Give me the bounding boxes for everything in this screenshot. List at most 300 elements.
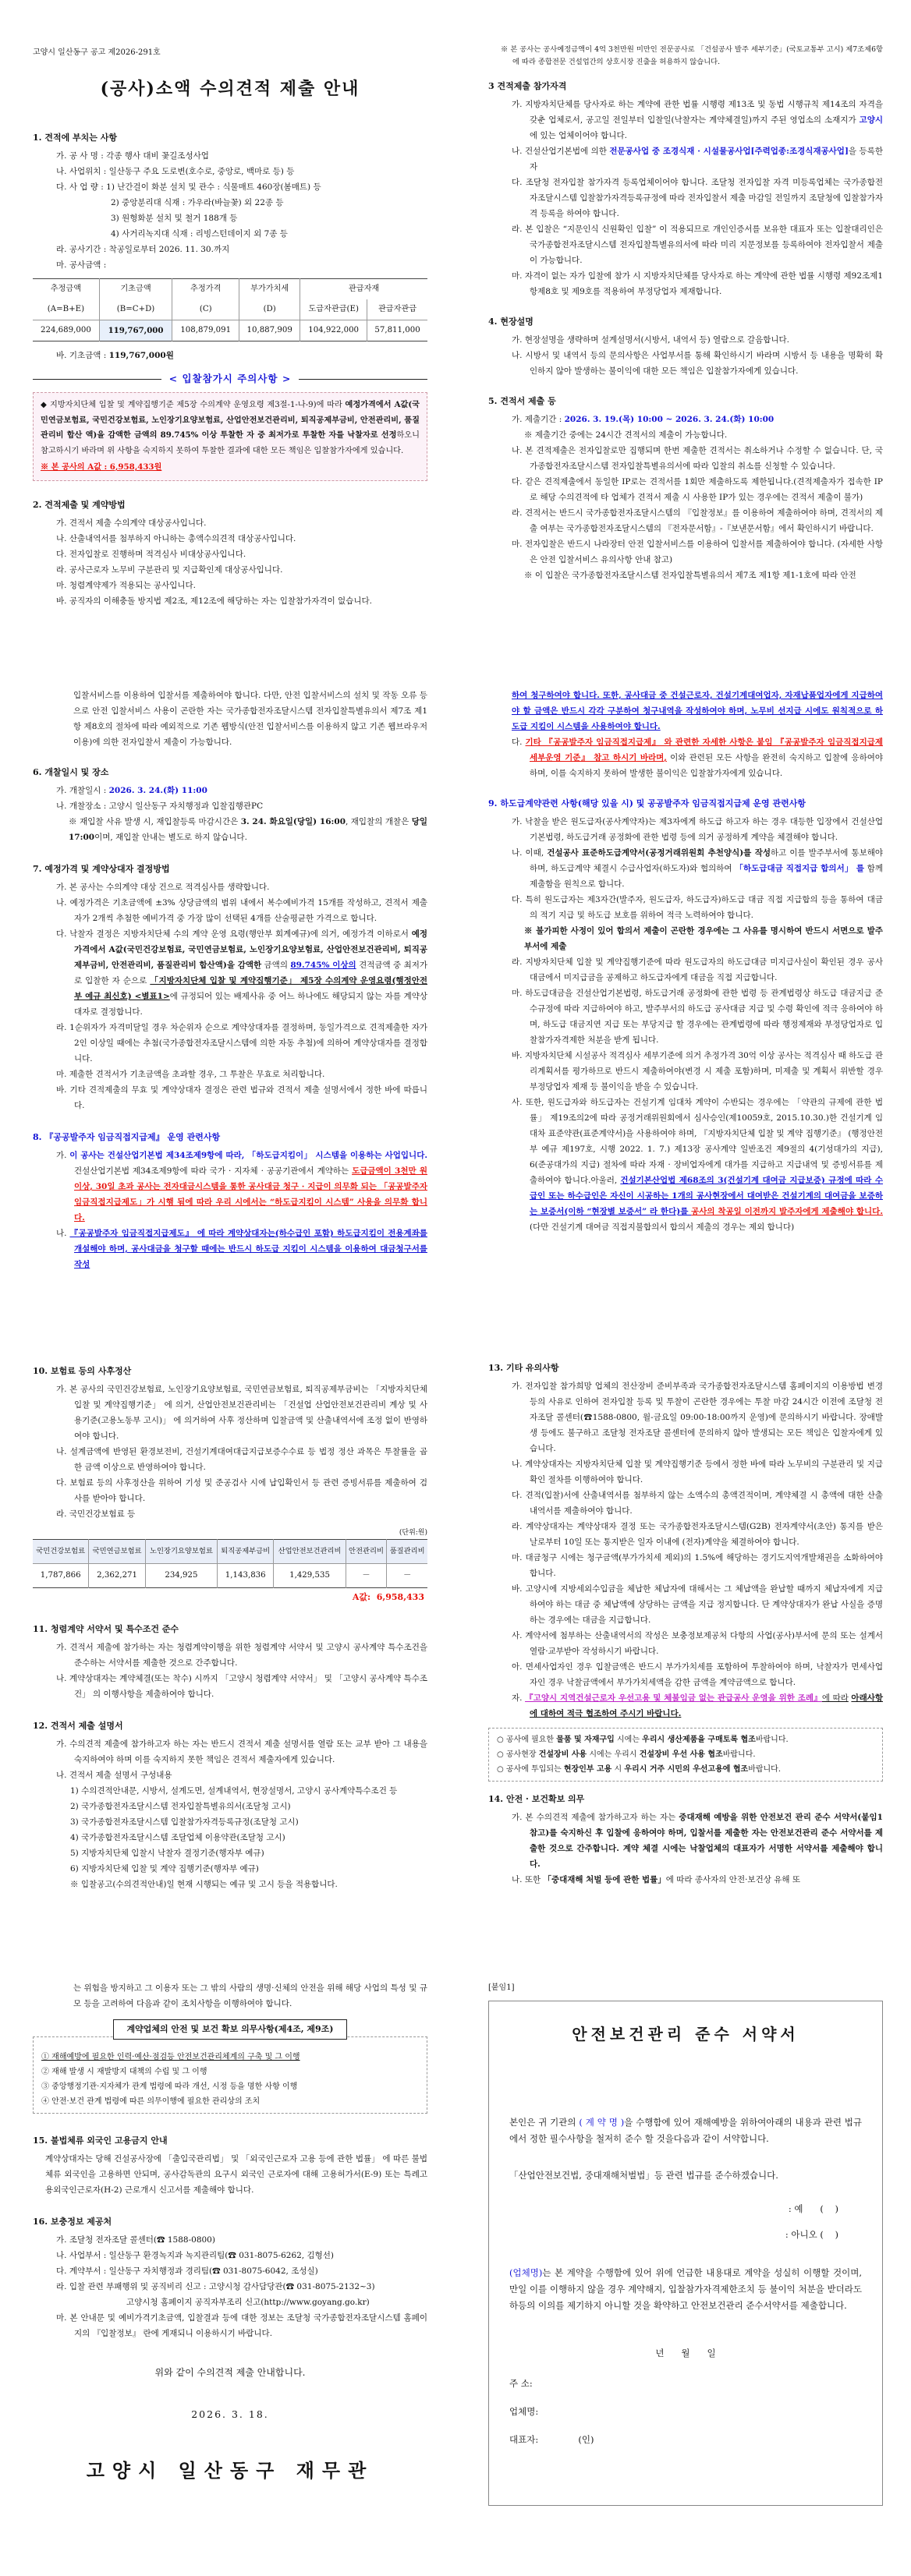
notice-box-line: [41, 2050, 419, 2065]
insurance-table: [33, 1539, 427, 1588]
spacer: [509, 2362, 862, 2376]
styled-text: 중대재해 예방을 위한 안전보건 관리 준수 서약서(붙임1 참고)를 숙지하신 후 입찰에 응하여야 하며, 입찰서를 제출한 자는 안전보건관리 준수 서약서를 제출한 것으로 간주합니다. 계약 체결 시에는 낙찰업체의 대표자가 서명한 서약서를 제출해야 합니다.: [530, 1813, 883, 1869]
styled-text: 하여 청구하여야 합니다. 또한, 공사대금 중 건설근로자, 건설기계대여업자, 자재납품업자에게 지급하여야 할 금액은 반드시 각각 구분하여 청구내역을 작성하여야 하며, 노무비 선지급 시에도 원칙적으로 하도급 지킴이 시스템을 사용하여야 합니다.: [512, 691, 883, 731]
sub-item: 3) 원형화분 설치 및 철거 188개 등: [111, 214, 238, 223]
list-item: 아. 면세사업자인 경우 입찰금액은 반드시 부가가치세를 포함하여 투찰하여야 하며, 낙찰자가 면세사업자인 경우 낙찰금액에서 부가가치세액을 감한 금액을 계약금액으로 합니다.: [512, 1662, 883, 1687]
item-label: 나.: [512, 147, 525, 156]
styled-text: 예정가격에서 A값(국민연금보험료, 국민건강보험료, 노인장기요양보험료, 산업안전보건관리비, 퇴직공제부금비, 안전관리비, 품질관리비 합산 액)을 감액한 금액의 89.745% 이상 투찰한 자 중 최저가로 투찰한 자를 낙찰자로 선정: [41, 400, 420, 440]
safety-duty-title-box: 계약업체의 안전 및 보건 확보 의무사항(제4조, 제9조): [113, 2019, 346, 2040]
notice-box: [33, 2036, 427, 2114]
page-1: [0, 0, 456, 644]
list-item: 바. 공직자의 이해충돌 방지법 제2조, 제12조에 해당하는 자는 입찰참가자격이 없습니다.: [56, 596, 372, 606]
notice-box-line: ④ 안전·보건 관계 법령에 따른 의무이행에 필요한 관리상의 조치: [41, 2097, 261, 2106]
column-header: 퇴직공제부금비: [218, 1540, 274, 1564]
styled-text: 「하도급대금 직접지급 합의서」 를: [735, 864, 865, 873]
spacer: [488, 299, 883, 304]
item-label: 사.: [512, 1098, 526, 1107]
section-heading: 2. 견적제출 및 계약방법: [33, 499, 126, 510]
item-label: 바.: [56, 351, 69, 360]
sub-item: 고양시청 홈페이지 공직자부조리 신고(http://www.goyang.go.kr): [126, 2298, 370, 2307]
item-label: 나.: [56, 1771, 69, 1780]
spacer: [33, 97, 427, 120]
list-item: 마. 청렴계약제가 적용되는 공사입니다.: [56, 580, 196, 590]
spacer: [33, 1702, 427, 1708]
styled-text: 기타 『공공발주자 임금직접지급제』 와 관련한 자세한 사항은 붙임 『공공발주자 임금직접지급제 세부운영 기준』 참고 하시기 바라며,: [525, 738, 883, 763]
list-item: [512, 1690, 883, 1721]
list-item: 바. 고양시에 지방세외수입금을 체납한 체납자에 대해서는 그 체납액을 완납할 때까지 체납자에게 지급하여야 하는 대금 중 체납액에 상당하는 금액을 지급 정지합니다. 단 계약상대자가 완납 사실을 증명하는 경우에는 대금을 지급합니다.: [512, 1584, 883, 1625]
column-header: 품질관리비: [387, 1540, 427, 1564]
caution-divider: [33, 371, 427, 387]
spacer: [33, 750, 427, 755]
item-label: 라.: [512, 957, 526, 967]
spacer: [509, 2043, 862, 2114]
sub-item: ※ 이 입찰은 국가종합전자조달시스템 전자입찰특별유의서 제7조 제1항 제1-1호에 따라 안전: [524, 571, 856, 580]
list-item: 라. 공사근로자 노무비 구분관리 및 지급확인제 대상공사입니다.: [56, 564, 283, 575]
table-row: [33, 279, 427, 300]
item-label: 가.: [56, 1385, 70, 1394]
item-label: 가.: [512, 335, 525, 345]
item-label: 나.: [56, 2251, 69, 2260]
item-label: 마.: [512, 271, 525, 281]
list-item: 가. 조달청 전자조달 콜센터(☎ 1588-0800): [56, 2235, 215, 2245]
list-item: 바. 기초금액 : 119,767,000원: [56, 351, 174, 360]
item-label: 나.: [56, 533, 69, 543]
table-row: [33, 1564, 427, 1588]
list-item: 나. 예정가격은 기초금액에 ±3% 상당금액의 범위 내에서 복수예비가격 15개를 작성하고, 견적서 제출자가 2개씩 추첨한 예비가격 중 가장 많이 선택된 4개를 산술평균한 가격으로 합니다.: [56, 898, 427, 923]
item-label: 바.: [56, 596, 69, 606]
amount-cell: 108,879,091: [172, 320, 239, 341]
item-label: 나.: [56, 1674, 69, 1683]
table-row: [33, 320, 427, 341]
item-label: 사.: [512, 1631, 526, 1640]
column-header: 추정가격: [172, 279, 239, 300]
sub-item: 1) 수의견적안내문, 시방서, 설계도면, 설계내역서, 현장설명서, 고양시 공사계약특수조건 등: [70, 1786, 398, 1796]
column-header: 추정금액: [50, 285, 82, 293]
styled-text: 건설공사 표준하도급계약서(공정거래위원회 추천양식)를 작성: [547, 848, 771, 858]
styled-text: 「지방자치단체 입찰 및 계약집행기준」 제5장 수의계약 운영요령(행정안전부 예규 최신호) <별표1>: [74, 976, 427, 1001]
item-label: 가.: [56, 1151, 70, 1160]
item-label: 다.: [512, 738, 526, 747]
sub-item: 4) 사거리녹지대 식재 : 리빙스턴데이지 외 7종 등: [111, 229, 288, 239]
section-heading: 9. 하도급계약관련 사항(해당 있을 시) 및 공공발주자 임금직접지급제 운영 관련사항: [488, 798, 806, 809]
section-heading: 13. 기타 유의사항: [488, 1363, 559, 1373]
table-row: [33, 299, 427, 320]
item-label: 나.: [56, 1229, 70, 1238]
page-6: [456, 1288, 911, 1932]
column-subheader: (C): [172, 299, 239, 320]
section-heading: 6. 개찰일시 및 장소: [33, 767, 109, 777]
list-item: 나. 사업부서 : 일산동구 환경녹지과 녹지관리팀(☎ 031-8075-6262, 김형선): [56, 2251, 335, 2260]
pledge-body-1: 본인은 귀 기관의 ( 계 약 명 )을 수행함에 있어 재해예방을 위하여아래의 내용과 관련 법규에서 정한 필수사항을 철저히 준수 할 것을다음과 같이 서약합니다.: [509, 2117, 863, 2144]
page-5: [0, 1288, 456, 1932]
list-item: 다. 특히 원도급자는 제3자간(발주자, 원도급자, 하도급자)하도급 대금 직접 지급합의 등을 통하여 대금의 적기 지급 및 하도급 보호를 위하여 적극 노력하여야 합니다.: [512, 895, 883, 920]
column-subheader: 도급자관급(E): [300, 299, 367, 320]
styled-text: 우리 시에서는 “하도급지킴이 시스템” 사용을 의무화 합니다.: [74, 1198, 427, 1223]
amount-cell: －: [346, 1564, 387, 1588]
item-label: 가.: [56, 151, 69, 161]
item-label: 가.: [512, 415, 525, 424]
item-label: 다.: [512, 895, 526, 904]
item-label: 다.: [512, 477, 526, 487]
item-label: 라.: [56, 1509, 69, 1519]
list-item: 라. 계약상대자는 계약상대자 결정 또는 국가종합전자조달시스템(G2B) 전자계약서(초안) 통지를 받은 날로부터 10일 또는 통지받은 일자 이내에 (전자)계약을 체결하여야 합니다.: [512, 1522, 883, 1547]
list-item: 바. 기타 견적제출의 무효 및 계약상대자 결정은 관련 법규와 견적서 제출 설명서에서 정한 바에 따릅니다.: [56, 1085, 427, 1110]
section-heading: 8. 『공공발주자 임금직접지급제』 운영 관련사항: [33, 1132, 221, 1142]
styled-text: 당일 17:00: [69, 817, 427, 842]
styled-text: 건설장비 사용: [538, 1750, 587, 1759]
list-item: 라. 1순위자가 자격미달일 경우 차순위자 순으로 계약상대자를 결정하며, 동일가격으로 견적제출한 자가 2인 이상일 때에는 추첨(국가종합전자조달시스템에 의한 자동 추첨)에 의하여 계약상대자를 결정합니다.: [56, 1023, 427, 1063]
list-item: 다. 사 업 량 : 1) 난간걸이 화분 설치 및 관수 : 식물매트 460장(봄매트) 등: [56, 182, 321, 192]
item-label: 라.: [512, 508, 526, 518]
amount-cell: 2,362,271: [89, 1564, 145, 1588]
list-item: 나. 본 견적제출은 전자입찰로만 집행되며 한번 제출한 견적서는 취소하거나 수정할 수 없습니다. 단, 국가종합전자조달시스템 전자입찰특별유의서에 따라 입찰의 취소를 신청할 수 있습니다.: [512, 446, 883, 471]
amount-cell: －: [387, 1564, 427, 1588]
list-item: 다. 견적(입찰)서에 산출내역서를 첨부하지 않는 소액수의 총액견적이며, 계약체결 시 총액에 대한 산출내역서를 제출하여야 합니다.: [512, 1491, 883, 1516]
item-label: 다.: [56, 1478, 70, 1488]
sub-item: 는 위험을 방지하고 그 이용자 또는 그 밖의 사람의 생명·신체의 안전을 위해 해당 사업의 특성 및 규모 등을 고려하여 다음과 같이 조치사항을 이행하여야 합니다.: [73, 1983, 427, 2008]
styled-text: ※ 불가피한 사정이 있어 합의서 제출이 곤란한 경우에는 그 사유를 명시하여 반드시 서면으로 발주 부서에 제출: [524, 926, 883, 951]
item-label: 마.: [512, 1553, 526, 1562]
list-item: 라. 지방자치단체 입찰 및 계약집행기준에 따라 원도급자의 하도급대금 미지급사실이 확인된 경우 공사대금에서 미지급금을 공제하고 하도급자에게 대금을 직접 지급합니다.: [512, 957, 883, 982]
styled-text: ① 재해예방에 필요한 인력·예산·점검등 안전보건관리체계의 구축 및 그 이행: [41, 2053, 300, 2061]
column-header: 국민연금보험료: [89, 1540, 145, 1564]
list-item: 나. 설계금액에 반영된 환경보전비, 건설기계대여대급지급보증수수료 등 법정 정산 과목은 투찰률을 곱한 금액 이상으로 반영하여야 합니다.: [56, 1447, 427, 1472]
section-heading: 3 견적제출 참가자격: [488, 81, 567, 91]
item-label: 라.: [512, 225, 526, 234]
list-item: 가. 본 공사는 수의계약 대상 건으로 적격심사를 생략합니다.: [56, 883, 270, 892]
column-subheader: (D): [239, 299, 300, 320]
item-label: 바.: [56, 1085, 70, 1095]
item-label: 나.: [56, 167, 69, 176]
list-item: 가. 전자입찰 참가희망 업체의 전산장비 준비부족과 국가종합전자조달시스템 홈페이지의 이용방법 변경 등의 사유로 인하여 전자입찰 등록 및 투찰이 곤란한 경우에는 투찰 마감 24시간 이전에 조달청 전자조달 콜센터(☎1588-0800, 월-금요일 09:00-18:00까지 운영)에 문의하시기 바랍니다. 장애발생 등에도 불구하고 조달청 전자조달 콜센터에 문의하지 않아 발생되는 모든 책임은 입찰자에게 있습니다.: [512, 1382, 883, 1453]
pledge-company-field: 업체명:: [509, 2406, 539, 2417]
column-header: 안전관리비: [346, 1540, 387, 1564]
attachment-label: [붙임1]: [488, 1983, 515, 1992]
item-label: 가.: [512, 1382, 526, 1391]
column-subheader: (B=C+D): [99, 299, 172, 320]
section-heading: 12. 견적서 제출 설명서: [33, 1721, 123, 1731]
list-item: 가. 견적서 제출에 참가하는 자는 청렴계약이행을 위한 청렴계약 서약서 및 고양시 공사계약 특수조건을 준수하는 서약서를 제출한 것으로 간주합니다.: [56, 1643, 427, 1668]
issue-date: 2026. 3. 18.: [191, 2408, 269, 2420]
section-heading: 16. 보충정보 제공처: [33, 2217, 112, 2227]
list-item: 나. 개찰장소 : 고양시 일산동구 자치행정과 입찰집행관PC: [56, 801, 264, 811]
item-label: 가.: [512, 1813, 526, 1822]
section-heading: 15. 불법체류 외국인 고용금지 안내: [33, 2135, 168, 2146]
item-label: 나.: [512, 446, 526, 455]
list-item: 다. 낙찰자 결정은 지방자치단체 수의 계약 운영 요령(행안부 회계예규)에 의거, 예정가격 이하로서 예정가격에서 A값(국민건강보험료, 국민연금보험료, 노인장기요양보험료, 산업안전보건관리비, 퇴직공제부금비, 안전관리비, 품질관리비 합산액)을 감액한 금액의 89.745% 이상의 견적금액 중 최저가로 입찰한 자 순으로 「지방자치단체 입찰 및 계약집행기준」 제5장 수의계약 운영요령(행정안전부 예규 최신호) <별표1>에 규정되어 있는 배제사유 중 어느 하나에도 해당되지 않는 자를 계약상대자로 결정합니다.: [56, 929, 427, 1017]
styled-text: 도급금액이 3천만 원 이상, 30일 초과 공사는 전자대금시스템을 통한 공사대금 청구 · 지급이 의무화 되는 「공공발주자 임금직접지급제도」가 시행 됨에 따라: [74, 1166, 428, 1207]
item-label: 라.: [56, 564, 69, 575]
sub-item: ※ 입찰공고(수의견적안내)일 현재 시행되는 예규 및 고시 등을 적용합니다.: [70, 1880, 338, 1889]
list-item: 나. 시방서 및 내역서 등의 문의사항은 사업부서를 통해 확인하시기 바라며 시방서 등 내용을 명확히 확인하지 않아 발생하는 불이익에 대한 모든 책임은 입찰참가자에게 있습니다.: [512, 351, 883, 376]
item-label: 나.: [56, 1447, 70, 1456]
spacer: [33, 1605, 427, 1612]
styled-text: 전문공사업 중 조경식재 · 시설물공사업[주력업종:조경식재공사업]: [609, 147, 849, 156]
issuer-signature: 고양시 일산동구 재무관: [86, 2459, 374, 2482]
column-subheader: (A=B+E): [33, 299, 99, 320]
list-item: 가. 수의견적 제출에 참가하고자 하는 자는 반드시 견적서 제출 설명서를 열람 또는 교부 받아 그 내용을 숙지하여야 하며 이를 숙지하지 못한 책임은 견적서 제출자에게 있습니다.: [56, 1739, 427, 1764]
spacer: [33, 2422, 427, 2463]
amount-cell: 224,689,000: [41, 326, 91, 334]
pledge-address-field: 주 소:: [509, 2378, 533, 2389]
list-item: 다. 같은 견적제출에서 동일한 IP로는 견적서를 1회만 제출하도록 제한됩니다.(견적제출자가 접속한 IP로 해당 수의견적에 타 업체가 견적서 제출 시 사용한 IP가 있는 경우에는 견적서 제출이 불가): [512, 477, 883, 502]
list-item: 가. 제출기간 : 2026. 3. 19.(목) 10:00 ~ 2026. 3. 24.(화) 10:00: [512, 415, 775, 424]
styled-text: 우리시 생산제품을 구매토록 협조: [642, 1736, 756, 1744]
item-label: 나.: [56, 898, 70, 908]
amount-table: [33, 278, 427, 341]
list-item: 가. 지방자치단체를 당사자로 하는 계약에 관한 법률 시행령 제13조 및 동법 시행규칙 제14조의 자격을 갖춘 업체로서, 공고일 전일부터 입찰일(낙찰자는 계약체결일)까지 주된 영업소의 소재지가 고양시에 있는 업체이어야 합니다.: [512, 100, 883, 140]
spacer: [33, 481, 427, 487]
item-label: 자.: [512, 1693, 526, 1703]
item-label: 다.: [512, 178, 526, 187]
spacer: [509, 2147, 862, 2167]
a-value-alert: [41, 460, 420, 476]
styled-text: ※ 본 공사의 A값 : 6,958,433원: [41, 462, 162, 472]
item-label: 나.: [512, 1460, 526, 1469]
item-label: 가.: [512, 817, 526, 826]
sub-item: [512, 688, 883, 734]
styled-text: 건설장비 우선 사용 협조: [639, 1750, 723, 1759]
item-label: 나.: [512, 1875, 525, 1884]
list-item: 다. 계약부서 : 일산동구 자치행정과 경리팀(☎ 031-8075-6042, 조성실): [56, 2266, 318, 2276]
styled-text: 공사의 착공일 이전까지 발주자에게 제출해야 합니다.: [691, 1207, 883, 1216]
unit-label: (단위:원): [399, 1529, 427, 1537]
styled-text: 물품 및 자재구입: [556, 1736, 615, 1744]
section-heading: 4. 현장설명: [488, 317, 533, 327]
amount-cell: 1,787,866: [40, 1571, 81, 1580]
item-label: 나.: [512, 848, 526, 858]
doc-number: 고양시 일산동구 공고 제2026-291호: [33, 48, 161, 57]
sub-item: 6) 지방자치단체 입찰 및 계약 집행기준(행자부 예규): [70, 1864, 259, 1874]
amount-cell: 10,887,909: [239, 320, 300, 341]
item-label: 아.: [512, 1662, 526, 1672]
list-item: 마. 공사금액 :: [56, 260, 107, 270]
sub-item: 2) 중앙분리대 식재 : 가우라(바늘꽃) 외 22종 등: [111, 198, 284, 207]
list-item: 마. 대금청구 시에는 청구금액(부가가치세 제외)의 1.5%에 해당하는 경기도지역개발채권을 소화하여야 합니다.: [512, 1553, 883, 1578]
list-item: 바. 지방자치단체 시설공사 적격심사 세부기준에 의거 추정가격 30억 이상 공사는 적격심사 때 하도급 관리계획서를 평가하므로 반드시 제출하여야(변경 시 제출 포함)하며, 미제출 및 계획서 위반할 경우 부정당업자 제재 등 불이익을 받을 수 있습니다.: [512, 1051, 883, 1092]
styled-text: 3. 24. 화요일(당일) 16:00: [240, 817, 346, 826]
styled-text: 『공공발주자 임금직접지급제도』 에 따라 계약상대자는(하수급인 포함) 하도급지킴이 전용계좌를 개설해야 하며, 공사대금을 청구할 때에는 반드시 하도급 지킴이 시스템을 이용하여 대금청구서를 작성: [69, 1229, 427, 1269]
list-item: 나. 산출내역서를 첨부하지 아니하는 총액수의견적 대상공사입니다.: [56, 533, 296, 543]
amount-cell: 234,925: [145, 1564, 217, 1588]
list-item: 다. 기타 『공공발주자 임금직접지급제』 와 관련한 자세한 사항은 붙임 『공공발주자 임금직접지급제 세부운영 기준』 참고 하시기 바라며, 이와 관련된 모든 사항을 완전히 숙지하고 입찰에 응하여야 하며, 이를 숙지하지 못하여 발생한 불이익은 입찰참가자에게 있습니다.: [512, 738, 884, 778]
insurance-table-head: [33, 1540, 427, 1564]
spacer: [33, 2380, 427, 2407]
item-label: 마.: [512, 989, 526, 998]
sub-item: 2) 국가종합전자조달시스템 전자입찰특별유의서(조달청 고시): [70, 1802, 291, 1811]
footnote: ※ 본 공사는 공사예정금액이 4억 3천만원 미만인 전문공사로 「건설공사 발주 세부기준」(국토교통부 고시) 제7조제6항에 따라 종합전문 건설업간의 상호시장 진출을 허용하지 않습니다.: [501, 45, 883, 66]
styled-text: 현장인부 고용: [563, 1765, 612, 1774]
section-heading: 5. 견적서 제출 등: [488, 396, 556, 406]
sub-item: 계약상대자는 당해 건설공사장에 「출입국관리법」 및 「외국인근로자 고용 등에 관한 법률」 에 따른 불법체류 외국인을 고용하면 안되며, 공사감독관의 요구시 외국인 근로자에 대해 고용허가서(E-9) 또는 특례고용외국인근로자(H-2) 근로개시 신고서를 제출해야 합니다.: [45, 2154, 427, 2195]
item-label: 마.: [512, 540, 526, 549]
pledge-date-line: 년 월 일: [655, 2348, 716, 2358]
spacer: [33, 2341, 427, 2365]
item-label: 다.: [56, 182, 69, 192]
list-item: 다. 전자입찰로 진행하며 적격심사 비대상공사입니다.: [56, 549, 246, 559]
amount-cell: 104,922,000: [300, 320, 367, 341]
list-item: 나. 계약상대자는 계약체결(또는 착수) 시까지 「고양시 청렴계약 서약서」 및 「고양시 공사계약 특수조건」 의 이행사항을 제출하여야 합니다.: [56, 1674, 427, 1699]
item-label: 마.: [56, 580, 69, 590]
column-header: 산업안전보건관리비: [274, 1540, 346, 1564]
styled-text: (업체명): [509, 2267, 543, 2278]
amount-cell: 57,811,000: [367, 320, 427, 341]
amount-table-body: [33, 320, 427, 341]
page-7: [0, 1932, 456, 2576]
caution-box: ◆ 지방자치단체 입찰 및 계약집행기준 제5장 수의계약 운영요령 제3절-1-나-9)에 따라 예정가격에서 A값(국민연금보험료, 국민건강보험료, 노인장기요양보험료, 산업안전보건관리비, 퇴직공제부금비, 안전관리비, 품질관리비 합산 액)을 감액한 금액의 89.745% 이상 투찰한 자 중 최저가로 투찰한 자를 낙찰자로 선정하오니 참고하시기 바라며 위 사항을 숙지하지 못하여 투찰한 결과에 대한 모든 책임은 입찰참가자에게 있습니다. ※ 본 공사의 A값 : 6,958,433원: [33, 392, 427, 481]
list-item: 라. 본 입찰은 “지문인식 신원확인 입찰” 이 적용되므로 개인인증서를 보유한 대표자 또는 입찰대리인은 국가종합전자조달시스템 전자입찰특별유의서에 따라 미리 지문정보를 등록하여야 전자입찰서 제출이 가능합니다.: [512, 225, 883, 265]
styled-text: 에 따라: [821, 1693, 849, 1703]
list-item: [56, 1226, 427, 1272]
item-label: 나.: [512, 351, 526, 360]
column-header-group: 관급자재: [300, 279, 427, 300]
column-header: 기초금액: [99, 279, 172, 300]
styled-text: 고양시: [859, 115, 883, 125]
item-label: 다.: [512, 1491, 526, 1500]
list-item: 가. 공 사 명 : 각종 행사 대비 꽃길조성사업: [56, 151, 209, 161]
insurance-table-body: [33, 1564, 427, 1588]
list-item: 나. 또한 「중대재해 처벌 등에 관한 법률」에 따라 종사자의 안전·보건상 유해 또: [512, 1875, 800, 1884]
list-item: 가. 낙찰을 받은 원도급자(공사계약자)는 제3자에게 하도급 하고자 하는 경우 대등한 입장에서 건설산업기본법령, 하도급거래 공정화에 관한 법령 등에 의거 공정하게 계약을 체결해야 합니다.: [512, 817, 883, 842]
table-row: [33, 1540, 427, 1564]
item-label: 라.: [56, 1023, 70, 1032]
styled-text: ( 계 약 명 ): [579, 2117, 625, 2128]
item-label: 가.: [56, 1643, 70, 1652]
item-label: 마.: [56, 2313, 70, 2323]
pledge-body-2: (업체명)는 본 계약을 수행함에 있어 위에 언급한 내용대로 계약을 성실히 이행할 것이며, 만일 이를 이행하지 않을 경우 계약해지, 입찰참가자격제한조치 등 불이익 처분을 받더라도 하등의 이의를 제기하지 아니할 것을 확약하고 안전보건관리 준수서약서를 제출합니다.: [509, 2267, 862, 2311]
spacer: [488, 781, 883, 786]
spacer: [509, 2217, 862, 2227]
amount-cell: 119,767,000: [99, 320, 172, 341]
list-item: 라. 입찰 관련 부패행위 및 공직비리 신고 : 고양시청 감사담당관(☎ 031-8075-2132~3): [56, 2282, 375, 2291]
list-item: 나. 견적서 제출 설명서 구성내용: [56, 1771, 172, 1780]
list-item: 나. 건설산업기본법에 의한 전문공사업 중 조경식재 · 시설물공사업[주력업종:조경식재공사업]을 등록한 자: [512, 147, 883, 172]
spacer: [509, 2243, 862, 2265]
item-label: 라.: [56, 2282, 69, 2291]
amount-cell: 1,429,535: [274, 1564, 346, 1588]
item-label: 가.: [56, 786, 69, 795]
list-item: 마. 본 안내문 및 예비가격기초금액, 입찰결과 등에 대한 정보는 조달청 국가종합전자조달시스템 홈페이지의 『입찰정보』 란에 게재되니 이용하시기 바랍니다.: [56, 2313, 427, 2338]
item-label: 가.: [56, 1739, 70, 1749]
item-label: 라.: [512, 1522, 526, 1531]
styled-text: 「중대재해 처벌 등에 관한 법률」: [543, 1875, 666, 1884]
sub-item: 3) 국가종합전자조달시스템 입찰참가자격등록규정(조달청 고시): [70, 1817, 299, 1827]
list-item: 다. 조달청 전자입찰 참가자격 등록업체이어야 합니다. 조달청 전자입찰 자격 미등록업체는 국가종합전자조달시스템 입찰참가자격등록규정에 따라 전자입찰서 제출 마감일 전일까지 조달청에 입찰참가자격 등록을 하여야 합니다.: [512, 178, 883, 218]
styled-text: 예정가격에서 A값(국민건강보험료, 국민연금보험료, 노인장기요양보험료, 산업안전보건관리비, 퇴직공제부금비, 안전관리비, 품질관리비 합산액)을 감액한: [74, 929, 427, 970]
list-item: 가. 본 공사의 국민건강보험료, 노인장기요양보험료, 국민연금보험료, 퇴직공제부금비는 「지방자치단체 입찰 및 계약집행기준」 에 의거, 산업안전보건관리비는 「건설업 산업안전보건관리비 계상 및 사용기준(고용노동부 고시)」 에 의거하여 사후 정산하며 입찰금액 및 산출내역서에 조정 없이 반영하여야 합니다.: [56, 1385, 427, 1441]
item-label: 바.: [512, 1051, 525, 1060]
list-item: 사. 계약서에 첨부하는 산출내역서의 작성은 보충정보제공처 다항의 사업(공사)부서에 문의 또는 설계서 열람·교부받아 작성하시기 바랍니다.: [512, 1631, 883, 1656]
column-header: 노인장기요양보험료: [145, 1540, 217, 1564]
notice-box-line: ○ 공사에 필요한 물품 및 자재구입 시에는 우리시 생산제품을 구매토록 협조바랍니다.: [497, 1736, 789, 1744]
list-item: 나. 이때, 건설공사 표준하도급계약서(공정거래위원회 추천양식)를 작성하고 이를 발주부서에 통보해야하며, 하도급계약 체결시 수급사업자(하도자)와 협의하여 「하도급대금 직접지급 합의서」 를 함께 제출함을 원칙으로 합니다.: [512, 848, 883, 889]
styled-text: 2026. 3. 24.(화) 11:00: [108, 786, 207, 795]
sub-item: ※ 재입찰 사유 발생 시, 재입찰등록 마감시간은 3. 24. 화요일(당일) 16:00, 재입찰의 개찰은 당일 17:00이며, 재입찰 안내는 별도로 하지 않습니다.: [69, 817, 427, 842]
section-heading: 1. 견적에 부치는 사항: [33, 133, 117, 143]
column-header: 국민건강보험료: [33, 1540, 89, 1564]
spacer: [33, 2118, 427, 2123]
spacer: [509, 2314, 862, 2345]
item-label: 다.: [56, 549, 69, 559]
page-3: [0, 644, 456, 1288]
styled-text: 건설기본산업법 제68조의 3(건설기계 대여금 지급보증) 규정에 따라 수급인 또는 하수급인은 자신이 시공하는 1개의 공사현장에서 대여받은 건설기계의 대여금을 보증하는 보증서(이하 “현장별 보증서” 라 한다)를: [530, 1176, 884, 1216]
sub-item: [524, 923, 883, 954]
page-2: [456, 0, 911, 644]
item-label: 라.: [56, 245, 69, 254]
notice-box-line: ○ 공사에 투입되는 현장인부 고용 시 우리시 거주 시민의 우선고용에 협조바랍니다.: [497, 1765, 782, 1774]
list-item: 라. 공사기간 : 착공일로부터 2026. 11. 30.까지: [56, 245, 230, 254]
spacer: [33, 2198, 427, 2204]
page-8: [456, 1932, 911, 2576]
list-item: 가. 본 수의견적 제출에 참가하고자 하는 자는 중대재해 예방을 위한 안전보건 관리 준수 서약서(붙임1 참고)를 숙지하신 후 입찰에 응하여야 하며, 입찰서를 제출한 자는 안전보건관리 준수 서약서를 제출한 것으로 간주합니다. 계약 체결 시에는 낙찰업체의 대표자가 서명한 서약서를 제출해야 합니다.: [512, 1813, 883, 1869]
item-label: 마.: [56, 260, 69, 270]
spacer: [33, 1113, 427, 1120]
styled-text: 119,767,000원: [108, 351, 174, 360]
section-heading: 7. 예정가격 및 계약상대자 결정방법: [33, 864, 170, 874]
section-heading: 10. 보험료 등의 사후정산: [33, 1366, 132, 1376]
styled-text: 이 공사는 건설산업기본법 제34조제9항에 따라, 「하도급지킴이」 시스템을 이용하는 사업입니다.: [69, 1151, 427, 1160]
closing-line: 위와 같이 수의견적 제출 안내합니다.: [154, 2367, 306, 2378]
sub-item: 5) 지방자치단체 입찰시 낙찰자 결정기준(행자부 예규): [70, 1849, 264, 1858]
list-item: 라. 국민건강보험료 등: [56, 1509, 136, 1519]
styled-text: 2026. 3. 19.(목) 10:00 ~ 2026. 3. 24.(화) 10:00: [564, 415, 775, 424]
list-item: 마. 제출한 견적서가 기초금액을 초과할 경우, 그 투찰은 무효로 처리합니다.: [56, 1070, 325, 1079]
amount-cell: 1,143,836: [218, 1564, 274, 1588]
list-item: 라. 견적서는 반드시 국가종합전자조달시스템의 『입찰정보』를 이용하여 제출하여야 하며, 견적서의 제출 여부는 국가종합전자조달시스템의 『전자문서함』-『보낸문서함』에서 확인하시기 바랍니다.: [512, 508, 883, 533]
item-label: 마.: [56, 1070, 69, 1079]
pledge-representative-field: 대표자: (인): [509, 2434, 594, 2445]
list-item: 나. 사업위치 : 일산동구 주요 도로변(호수로, 중앙로, 백마로 등) 등: [56, 167, 295, 176]
list-item: 가. 현장설명을 생략하며 설계설명서(시방서, 내역서 등) 열람으로 갈음합니다.: [512, 335, 790, 345]
sub-item: 입찰서비스를 이용하여 입찰서를 제출하여야 합니다. 다만, 안전 입찰서비스의 설치 및 작동 오류 등으로 안전 입찰서비스 사용이 곤란한 자는 국가종합전자조달시스템 전자입찰특별유의서 제7조 제1항 제8호의 절차에 따라 예외적으로 기존 웹방식(안전 입찰서비스를 이용하지 않고 기존 웹브라우저 이용)에 의한 전자입찰서 제출이 가능합니다.: [73, 691, 427, 747]
item-label: 가.: [56, 883, 69, 892]
notice-box-line: ③ 중앙행정기관·지자체가 관계 법령에 따라 개선, 시정 등을 명한 사항 이행: [41, 2082, 298, 2091]
item-label: 가.: [56, 2235, 69, 2245]
column-subheader: 관급자관급: [367, 299, 427, 320]
doc-title: (공사)소액 수의견적 제출 안내: [100, 79, 360, 99]
pledge-law-line: 「산업안전보건법, 중대재해처벌법」등 관련 법규를 준수하겠습니다.: [509, 2170, 778, 2181]
pledge-title: 안전보건관리 준수 서약서: [572, 2025, 799, 2043]
spacer: [33, 845, 427, 851]
amount-table-head: [33, 279, 427, 320]
list-item: 가. 개찰일시 : 2026. 3. 24.(화) 11:00: [56, 786, 207, 795]
list-item: 마. 전자입찰은 반드시 나라장터 안전 입찰서비스를 이용하여 입찰서를 제출하여야 합니다. (자세한 사항은 안전 입찰서비스 유의사항 안내 참고): [512, 540, 883, 564]
list-item: 가. 견적서 제출 수의계약 대상공사입니다.: [56, 518, 207, 528]
caution-title: < 입찰참가시 주의사항 >: [168, 373, 292, 384]
styled-text: 89.745% 이상의: [290, 961, 356, 970]
spacer: [488, 379, 883, 384]
column-header: 부가가치세: [239, 279, 300, 300]
item-label: 다.: [56, 929, 70, 939]
notice-box-line: ② 재해 발생 시 재발방지 대책의 수립 및 그 이행: [41, 2068, 207, 2076]
item-label: 다.: [56, 2266, 69, 2276]
item-label: 가.: [512, 100, 526, 109]
notice-box: [488, 1728, 883, 1782]
styled-text: 우리시 거주 시민의 우선고용에 협조: [624, 1765, 749, 1774]
item-label: 나.: [56, 801, 69, 811]
a-value-note: A값: 6,958,433: [352, 1592, 424, 1602]
list-item: 가. 이 공사는 건설산업기본법 제34조제9항에 따라, 「하도급지킴이」 시스템을 이용하는 사업입니다. 건설산업기본법 제34조제9항에 따라 국가 · 지자체 · 공공기관에서 계약하는 도급금액이 3천만 원 이상, 30일 초과 공사는 전자대금시스템을 통한 공사대금 청구 · 지급이 의무화 되는 「공공발주자 임금직접지급제도」가 시행 됨에 따라 우리 시에서는 “하도급지킴이 시스템” 사용을 의무화 합니다.: [56, 1151, 428, 1223]
styled-text: 『고양시 지역건설근로자 우선고용 및 체불임금 없는 관급공사 운영을 위한 조례』: [525, 1693, 822, 1703]
pledge-form: [488, 2001, 883, 2506]
section-heading: 11. 청렴계약 서약서 및 특수조건 준수: [33, 1624, 179, 1634]
pledge-yes-option: : 예 ( ): [788, 2203, 838, 2214]
notice-box-line: ○ 공사현장 건설장비 사용 시에는 우리시 건설장비 우선 사용 협조바랍니다.: [497, 1750, 756, 1759]
pledge-no-option: : 아니오 ( ): [785, 2229, 838, 2240]
page-4: [456, 644, 911, 1288]
item-label: 바.: [512, 1584, 526, 1594]
styled-text: 아래사항에 대하여 적극 협조하여 주시기 바랍니다.: [530, 1693, 883, 1718]
